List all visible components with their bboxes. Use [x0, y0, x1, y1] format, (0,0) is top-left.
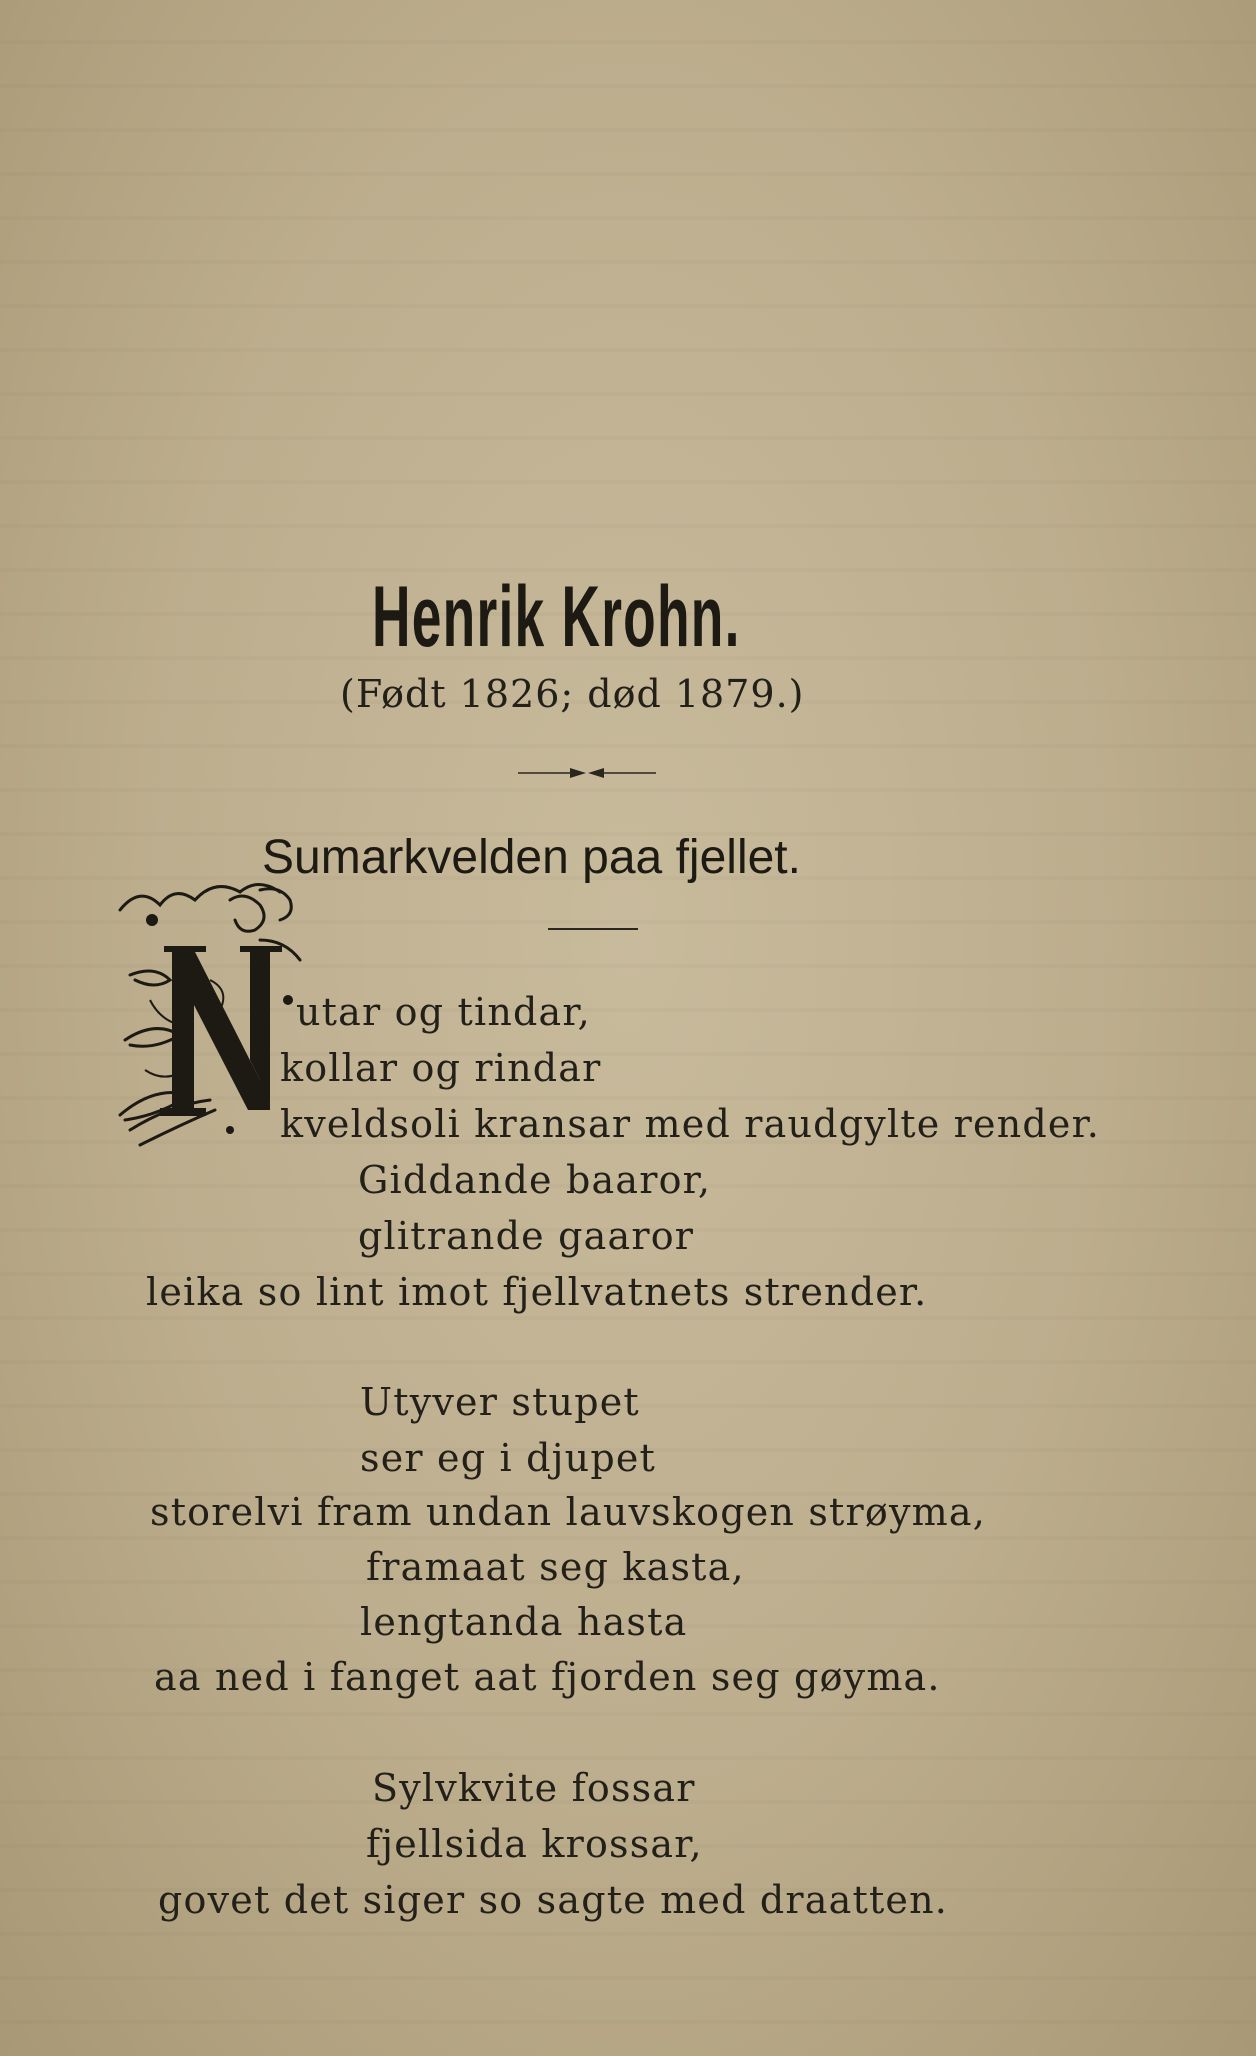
divider-ornament-icon	[518, 766, 656, 780]
poem-line: fjellsida krossar,	[366, 1822, 703, 1866]
poem-line: utar og tindar,	[296, 990, 591, 1034]
poem-line: ser eg i djupet	[360, 1436, 657, 1480]
poem-line: govet det siger so sagte med draatten.	[158, 1878, 949, 1922]
poem-line: glitrande gaaror	[358, 1214, 695, 1258]
poem-line: Utyver stupet	[360, 1380, 640, 1424]
poem-line: kollar og rindar	[280, 1046, 602, 1090]
author-heading: Henrik Krohn.	[372, 569, 741, 665]
poem-line: storelvi fram undan lauvskogen strøyma,	[150, 1490, 987, 1534]
poem-title: Sumarkvelden paa fjellet.	[262, 831, 801, 884]
poem-line: kveldsoli kransar med raudgylte render.	[280, 1102, 1101, 1146]
poem-line: leika so lint imot fjellvatnets strender.	[146, 1270, 928, 1314]
poem-line: aa ned i fanget aat fjorden seg gøyma.	[154, 1655, 941, 1699]
poem-line: framaat seg kasta,	[366, 1545, 745, 1589]
poem-line: Sylvkvite fossar	[372, 1766, 696, 1810]
title-rule	[548, 928, 638, 930]
poem-line: lengtanda hasta	[360, 1600, 688, 1644]
author-dates: (Født 1826; død 1879.)	[340, 672, 805, 716]
poem-line: Giddande baaror,	[358, 1158, 712, 1202]
